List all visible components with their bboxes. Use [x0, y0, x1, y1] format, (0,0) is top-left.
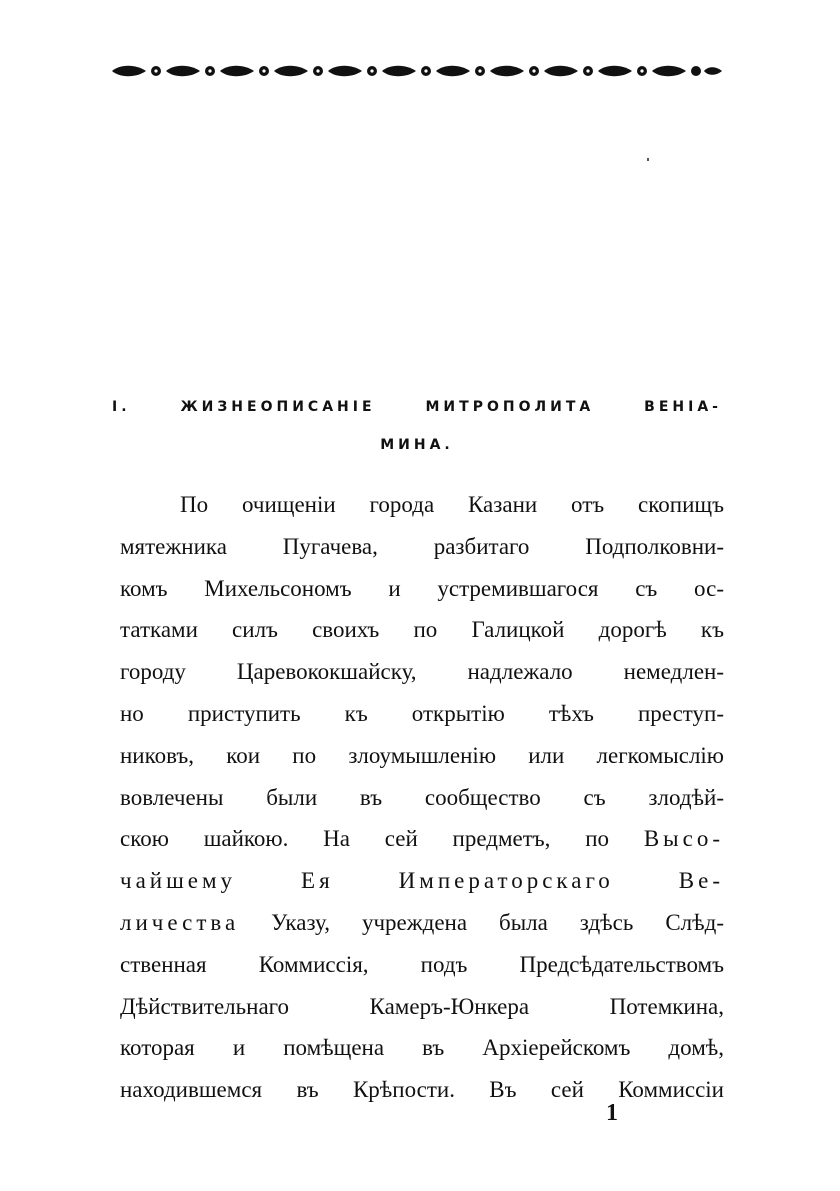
text-line: ственная Коммиссія, подъ Предсѣдательствомъ [120, 951, 724, 977]
text-line: которая и помѣщена въ Архіерейскомъ домѣ, [120, 1035, 724, 1061]
text-line: находившемся въ Крѣпости. Въ сей Коммиссіи [120, 1077, 724, 1103]
ornament-leaf [598, 66, 632, 77]
ornament-leaf [328, 66, 362, 77]
text-line: вовлечены были въ сообщество съ злодѣй- [120, 784, 724, 810]
text-line [120, 818, 724, 860]
ornament-dot [691, 66, 701, 76]
chapter-title-line-2: МИНА. [380, 437, 454, 453]
ornament-leaf [274, 66, 308, 77]
text-line: мятежника Пугачева, разбитаго Подполковни- [120, 533, 724, 559]
text-line [120, 902, 724, 944]
text-line: комъ Михельсономъ и устремившагося съ ос- [120, 575, 724, 601]
text-segment: скою шайкою. На сей предметъ, по [120, 826, 610, 852]
ornament-leaf [544, 66, 578, 77]
body-paragraph [120, 484, 724, 1111]
chapter-title-line-1: I. ЖИЗНЕОПИСАНІЕ МИТРОПОЛИТА ВЕНІА- [112, 399, 722, 415]
decorative-border [112, 60, 722, 82]
paper-speck [647, 158, 649, 161]
ornament-leaf [704, 67, 722, 75]
ornament-leaf [652, 66, 686, 77]
ornament-leaf [112, 66, 146, 77]
text-line: никовъ, кои по злоумышленію или легкомыслію [120, 742, 724, 768]
text-line: татками силъ своихъ по Галицкой дорогѣ къ [120, 617, 724, 643]
ornament-leaf [220, 66, 254, 77]
ornament-leaf [436, 66, 470, 77]
ornament-leaf [490, 66, 524, 77]
chapter-title [112, 388, 722, 464]
spaced-word: личества [120, 909, 240, 935]
text-line: но приступить къ открытію тѣхъ преступ- [120, 700, 724, 726]
text-line: По очищеніи города Казани отъ скопищъ [180, 492, 724, 517]
ornament-leaf [382, 66, 416, 77]
text-segment: Указу, учреждена была здѣсь Слѣд- [271, 909, 725, 935]
text-line: городу Царевококшайску, надлежало немедлен- [120, 659, 724, 685]
spaced-word: Высо- [643, 826, 724, 852]
text-line: Дѣйствительнаго Камеръ-Юнкера Потемкина, [120, 993, 724, 1019]
ornament-leaf [166, 66, 200, 77]
page-number: 1 [606, 1100, 618, 1126]
text-line: чайшему Ея Императорскаго Ве- [120, 868, 724, 894]
